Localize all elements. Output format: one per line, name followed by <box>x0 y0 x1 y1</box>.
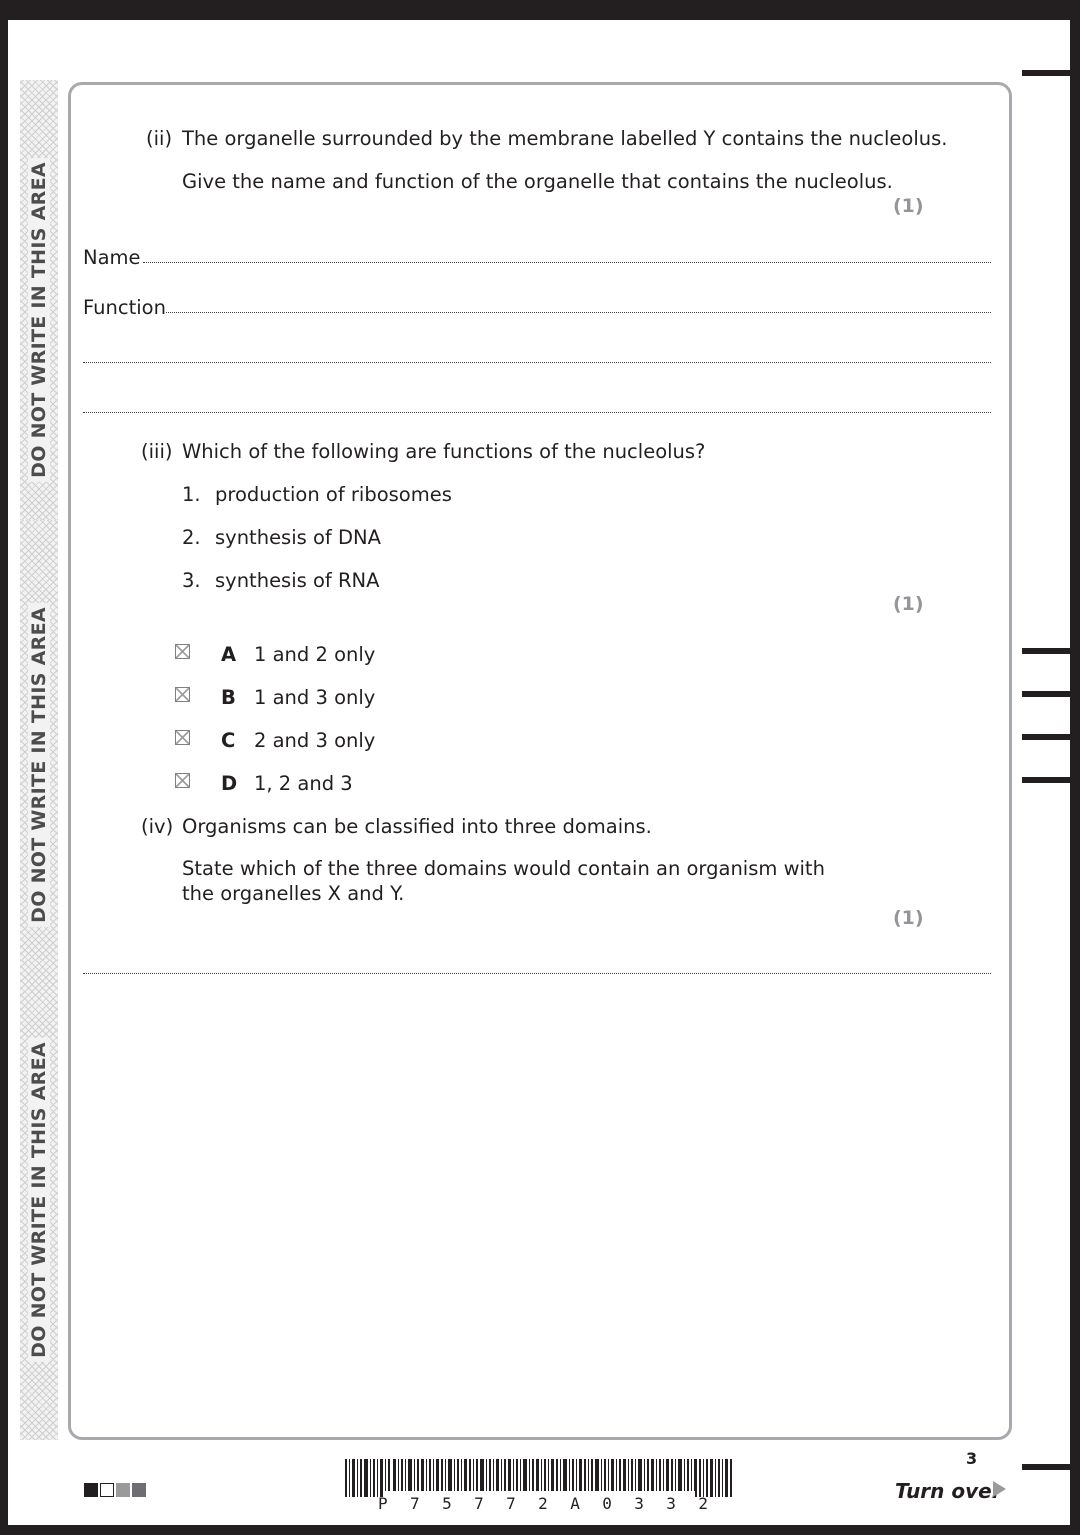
option-b-checkbox[interactable] <box>175 687 190 702</box>
question-ii-instruction: Give the name and function of the organelle that contains the nucleolus. <box>182 170 893 193</box>
question-iv-instruction: State which of the three domains would contain an organism with <box>182 857 825 880</box>
statement-number: 2. <box>182 526 201 549</box>
question-ii-stem: The organelle surrounded by the membrane labelled Y contains the nucleolus. <box>182 127 948 150</box>
do-not-write-warning: DO NOT WRITE IN THIS AREA <box>28 603 50 927</box>
option-c-text: 2 and 3 only <box>254 729 376 752</box>
registration-mark <box>1022 777 1070 783</box>
statement-text: synthesis of RNA <box>215 569 380 592</box>
page-indicator-square <box>84 1483 98 1497</box>
option-c-letter: C <box>221 729 236 752</box>
do-not-write-warning: DO NOT WRITE IN THIS AREA <box>28 158 50 482</box>
barcode-char: A <box>570 1494 580 1513</box>
barcode-char: 3 <box>634 1494 644 1513</box>
page-indicator-square <box>116 1483 130 1497</box>
page-indicator-square <box>132 1483 146 1497</box>
barcode-char: 5 <box>442 1494 452 1513</box>
option-b-letter: B <box>221 686 236 709</box>
function-answer-line[interactable] <box>83 362 991 363</box>
statement-text: synthesis of DNA <box>215 526 381 549</box>
barcode-char: 7 <box>410 1494 420 1513</box>
option-d-checkbox[interactable] <box>175 773 190 788</box>
registration-mark <box>1022 70 1070 76</box>
question-iii-stem: Which of the following are functions of the nucleolus? <box>182 440 706 463</box>
question-number-iii: (iii) <box>141 440 173 463</box>
registration-mark <box>1022 648 1070 654</box>
function-answer-line[interactable] <box>83 412 991 413</box>
page-number: 3 <box>966 1449 978 1468</box>
barcode-char: 3 <box>666 1494 676 1513</box>
option-d-letter: D <box>221 772 238 795</box>
page-frame-bottom <box>0 1525 1080 1535</box>
statement-number: 3. <box>182 569 201 592</box>
barcode-char: 2 <box>538 1494 548 1513</box>
question-number-ii: (ii) <box>146 127 173 150</box>
do-not-write-warning: DO NOT WRITE IN THIS AREA <box>28 1038 50 1362</box>
page-frame-left <box>0 0 8 1535</box>
question-iv-instruction: the organelles X and Y. <box>182 882 405 905</box>
page-frame-right <box>1070 0 1080 1535</box>
name-label: Name <box>83 246 141 269</box>
statement-text: production of ribosomes <box>215 483 452 506</box>
barcode-char: 7 <box>474 1494 484 1513</box>
registration-mark <box>1022 734 1070 740</box>
domain-answer-line[interactable] <box>83 973 991 974</box>
function-label: Function <box>83 296 166 319</box>
turn-over-arrow-icon <box>993 1481 1006 1497</box>
option-c-checkbox[interactable] <box>175 730 190 745</box>
question-iii-marks: (1) <box>893 593 924 615</box>
statement-number: 1. <box>182 483 201 506</box>
question-number-iv: (iv) <box>141 815 174 838</box>
barcode-char: P <box>378 1494 388 1513</box>
registration-mark <box>1022 1464 1070 1470</box>
option-a-text: 1 and 2 only <box>254 643 376 666</box>
question-iv-marks: (1) <box>893 907 924 929</box>
option-d-text: 1, 2 and 3 <box>254 772 353 795</box>
page-frame-top <box>0 0 1080 20</box>
turn-over-label: Turn over <box>895 1479 1002 1503</box>
function-answer-line[interactable] <box>166 312 991 313</box>
answer-area-border <box>68 82 1012 1440</box>
option-b-text: 1 and 3 only <box>254 686 376 709</box>
question-iv-stem: Organisms can be classified into three domains. <box>182 815 652 838</box>
option-a-letter: A <box>221 643 237 666</box>
option-a-checkbox[interactable] <box>175 644 190 659</box>
barcode <box>345 1459 733 1497</box>
registration-mark <box>1022 691 1070 697</box>
question-ii-marks: (1) <box>893 195 924 217</box>
barcode-char: 0 <box>602 1494 612 1513</box>
name-answer-line[interactable] <box>143 262 991 263</box>
barcode-number <box>378 1494 708 1513</box>
barcode-char: 7 <box>506 1494 516 1513</box>
barcode-char: 2 <box>698 1494 708 1513</box>
page-indicator-square <box>100 1483 114 1497</box>
